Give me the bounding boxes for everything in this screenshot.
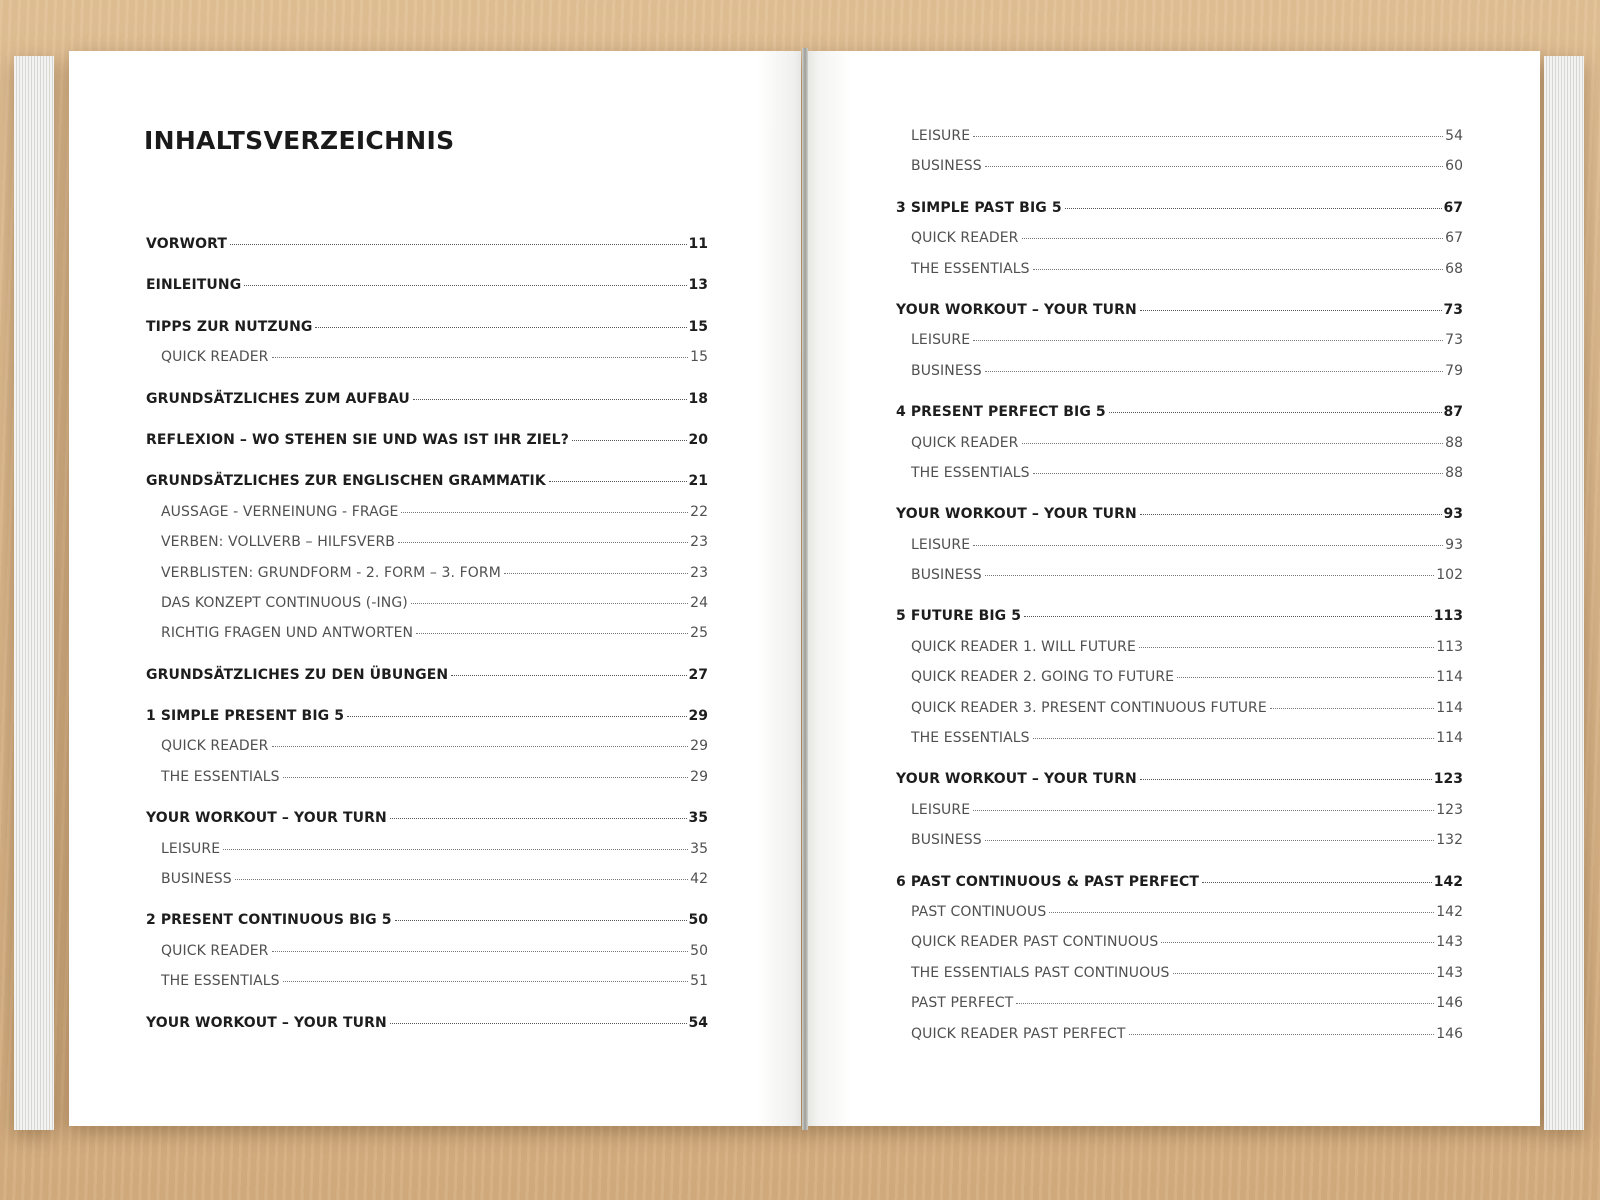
dot-leader — [1049, 912, 1434, 913]
dot-leader — [390, 1023, 687, 1024]
toc-entry-title: THE ESSENTIALS — [911, 464, 1030, 481]
toc-page-number: 35 — [688, 810, 708, 827]
toc-entry-title: VERBLISTEN: GRUNDFORM - 2. FORM – 3. FORM — [161, 564, 501, 581]
toc-subentry — [146, 871, 708, 901]
book-gutter — [802, 48, 808, 1130]
dot-leader — [401, 512, 688, 513]
dot-leader — [985, 371, 1443, 372]
toc-entry-title: LEISURE — [911, 801, 971, 818]
toc-chapter-entry — [146, 667, 708, 697]
dot-leader — [1140, 514, 1442, 515]
dot-leader — [272, 746, 689, 747]
toc-entry-title: THE ESSENTIALS — [911, 730, 1030, 747]
dot-leader — [973, 340, 1443, 341]
page-stack-right — [1544, 56, 1584, 1130]
dot-leader — [1140, 779, 1432, 780]
dot-leader — [347, 716, 686, 717]
toc-entry-title: YOUR WORKOUT – YOUR TURN — [896, 301, 1137, 318]
dot-leader — [451, 675, 686, 676]
toc-page-number: 15 — [688, 318, 708, 335]
toc-page-number: 88 — [1445, 464, 1463, 481]
toc-page-number: 93 — [1443, 506, 1463, 523]
toc-subentry — [146, 973, 708, 1003]
toc-entry-title: 3 SIMPLE PAST BIG 5 — [896, 199, 1062, 216]
toc-entry-title: RICHTIG FRAGEN UND ANTWORTEN — [161, 625, 414, 642]
toc-entry-title: 1 SIMPLE PRESENT BIG 5 — [146, 708, 345, 725]
dot-leader — [549, 481, 687, 482]
dot-leader — [1033, 473, 1444, 474]
toc-subentry — [146, 625, 708, 655]
dot-leader — [395, 920, 687, 921]
dot-leader — [390, 818, 687, 819]
toc-page-number: 50 — [690, 942, 708, 959]
dot-leader — [1270, 708, 1434, 709]
toc-chapter-entry — [896, 608, 1463, 638]
toc-entry-title: QUICK READER 1. WILL FUTURE — [911, 638, 1136, 655]
toc-chapter-entry — [146, 473, 708, 503]
toc-chapter-entry — [896, 200, 1463, 230]
toc-chapter-entry — [146, 912, 708, 942]
toc-entry-title: QUICK READER — [161, 942, 269, 959]
toc-page-number: 18 — [688, 390, 708, 407]
toc-page-number: 25 — [690, 625, 708, 642]
dot-leader — [1177, 677, 1434, 678]
toc-page-number: 29 — [688, 708, 708, 725]
toc-entry-title: BUSINESS — [911, 567, 982, 584]
toc-subentry — [896, 802, 1463, 832]
dot-leader — [572, 440, 687, 441]
dot-leader — [1065, 208, 1442, 209]
toc-subentry — [896, 158, 1463, 188]
toc-subentry — [146, 595, 708, 625]
toc-subentry — [896, 465, 1463, 495]
dot-leader — [272, 951, 689, 952]
toc-page-number: 23 — [690, 564, 708, 581]
toc-subentry — [896, 639, 1463, 669]
dot-leader — [1016, 1003, 1434, 1004]
toc-page-number: 146 — [1436, 1025, 1463, 1042]
toc-page-number: 123 — [1436, 801, 1463, 818]
toc-entry-title: GRUNDSÄTZLICHES ZUR ENGLISCHEN GRAMMATIK — [146, 473, 546, 490]
toc-page-number: 146 — [1436, 995, 1463, 1012]
dot-leader — [411, 603, 688, 604]
toc-entry-title: QUICK READER — [161, 738, 269, 755]
dot-leader — [985, 840, 1435, 841]
toc-page-number: 15 — [690, 349, 708, 366]
dot-leader — [1129, 1034, 1435, 1035]
dot-leader — [1109, 412, 1442, 413]
toc-entry-title: VERBEN: VOLLVERB – HILFSVERB — [161, 534, 396, 551]
dot-leader — [315, 327, 686, 328]
dot-leader — [272, 357, 689, 358]
dot-leader — [1022, 443, 1444, 444]
toc-subentry — [146, 769, 708, 799]
toc-chapter-entry — [146, 391, 708, 421]
toc-page-number: 50 — [688, 912, 708, 929]
toc-subentry — [146, 738, 708, 768]
toc-page-number: 143 — [1436, 964, 1463, 981]
toc-entry-title: 4 PRESENT PERFECT BIG 5 — [896, 404, 1106, 421]
toc-entry-title: GRUNDSÄTZLICHES ZU DEN ÜBUNGEN — [146, 666, 449, 683]
dot-leader — [973, 136, 1443, 137]
dot-leader — [1033, 269, 1444, 270]
toc-page-number: 54 — [688, 1014, 708, 1031]
dot-leader — [985, 166, 1443, 167]
toc-page-number: 113 — [1433, 608, 1463, 625]
toc-subentry — [896, 128, 1463, 158]
toc-page-number: 54 — [1445, 128, 1463, 144]
toc-chapter-entry — [146, 1015, 708, 1045]
toc-entry-title: AUSSAGE - VERNEINUNG - FRAGE — [161, 503, 399, 520]
toc-right-column — [896, 128, 1463, 1056]
toc-entry-title: DAS KONZEPT CONTINUOUS (-ING) — [161, 594, 408, 611]
toc-entry-title: BUSINESS — [161, 871, 232, 888]
toc-page-number: 102 — [1436, 567, 1463, 584]
toc-page-number: 35 — [690, 840, 708, 857]
toc-subentry — [896, 567, 1463, 597]
toc-entry-title: YOUR WORKOUT – YOUR TURN — [896, 506, 1137, 523]
dot-leader — [504, 573, 688, 574]
dot-leader — [283, 981, 689, 982]
toc-subentry — [146, 534, 708, 564]
toc-entry-title: QUICK READER 2. GOING TO FUTURE — [911, 669, 1175, 686]
toc-subentry — [896, 332, 1463, 362]
toc-subentry — [896, 537, 1463, 567]
toc-page-number: 88 — [1445, 434, 1463, 451]
dot-leader — [223, 849, 688, 850]
toc-subentry — [146, 349, 708, 379]
toc-entry-title: QUICK READER — [911, 434, 1019, 451]
toc-chapter-entry — [146, 432, 708, 462]
toc-page-number: 73 — [1445, 332, 1463, 349]
toc-page-number: 132 — [1436, 832, 1463, 849]
toc-page-number: 29 — [690, 768, 708, 785]
toc-chapter-entry — [146, 708, 708, 738]
toc-subentry — [146, 504, 708, 534]
toc-entry-title: YOUR WORKOUT – YOUR TURN — [896, 771, 1137, 788]
toc-chapter-entry — [146, 277, 708, 307]
dot-leader — [1161, 942, 1434, 943]
toc-page-number: 142 — [1436, 903, 1463, 920]
toc-page-number: 123 — [1433, 771, 1463, 788]
dot-leader — [398, 542, 688, 543]
toc-entry-title: BUSINESS — [911, 158, 982, 175]
toc-subentry — [896, 730, 1463, 760]
toc-subentry — [896, 832, 1463, 862]
toc-entry-title: PAST CONTINUOUS — [911, 903, 1047, 920]
toc-entry-title: YOUR WORKOUT – YOUR TURN — [146, 1014, 387, 1031]
dot-leader — [235, 879, 688, 880]
toc-entry-title: TIPPS ZUR NUTZUNG — [146, 318, 313, 335]
toc-chapter-entry — [146, 810, 708, 840]
toc-subentry — [146, 943, 708, 973]
dot-leader — [1022, 238, 1444, 239]
toc-page-number: 87 — [1443, 404, 1463, 421]
toc-entry-title: BUSINESS — [911, 362, 982, 379]
toc-entry-title: BUSINESS — [911, 832, 982, 849]
toc-chapter-entry — [146, 236, 708, 266]
dot-leader — [1173, 973, 1435, 974]
toc-page-number: 93 — [1445, 536, 1463, 553]
toc-page-number: 11 — [688, 236, 708, 252]
toc-subentry — [896, 934, 1463, 964]
toc-entry-title: LEISURE — [911, 536, 971, 553]
dot-leader — [244, 285, 686, 286]
toc-entry-title: QUICK READER PAST PERFECT — [911, 1025, 1126, 1042]
toc-entry-title: THE ESSENTIALS — [161, 768, 280, 785]
toc-entry-title: LEISURE — [911, 332, 971, 349]
toc-page-number: 13 — [688, 277, 708, 294]
toc-entry-title: QUICK READER PAST CONTINUOUS — [911, 934, 1159, 951]
toc-entry-title: LEISURE — [161, 840, 221, 857]
toc-page-number: 24 — [690, 594, 708, 611]
toc-entry-title: THE ESSENTIALS — [161, 973, 280, 990]
toc-page-number: 22 — [690, 503, 708, 520]
toc-page-number: 20 — [688, 431, 708, 448]
toc-page-number: 42 — [690, 871, 708, 888]
toc-subentry — [896, 965, 1463, 995]
toc-subentry — [896, 1026, 1463, 1056]
toc-page-number: 60 — [1445, 158, 1463, 175]
toc-chapter-entry — [146, 319, 708, 349]
toc-chapter-entry — [896, 506, 1463, 536]
toc-entry-title: GRUNDSÄTZLICHES ZUM AUFBAU — [146, 390, 410, 407]
toc-subentry — [146, 565, 708, 595]
toc-page-number: 67 — [1443, 199, 1463, 216]
toc-entry-title: QUICK READER 3. PRESENT CONTINUOUS FUTURE — [911, 699, 1267, 716]
dot-leader — [1139, 647, 1434, 648]
toc-page-number: 114 — [1436, 669, 1463, 686]
toc-entry-title: VORWORT — [146, 236, 228, 252]
dot-leader — [1033, 738, 1435, 739]
dot-leader — [1024, 616, 1432, 617]
toc-entry-title: THE ESSENTIALS PAST CONTINUOUS — [911, 964, 1170, 981]
dot-leader — [973, 810, 1434, 811]
toc-page-number: 27 — [688, 666, 708, 683]
toc-subentry — [896, 261, 1463, 291]
toc-page-number: 114 — [1436, 730, 1463, 747]
toc-page-number: 73 — [1443, 301, 1463, 318]
dot-leader — [283, 777, 689, 778]
toc-page-number: 29 — [690, 738, 708, 755]
toc-page-number: 114 — [1436, 699, 1463, 716]
dot-leader — [230, 244, 687, 245]
toc-page-number: 51 — [690, 973, 708, 990]
toc-entry-title: EINLEITUNG — [146, 277, 242, 294]
toc-page-number: 68 — [1445, 260, 1463, 277]
toc-entry-title: 5 FUTURE BIG 5 — [896, 608, 1022, 625]
toc-page-number: 79 — [1445, 362, 1463, 379]
toc-entry-title: REFLEXION – WO STEHEN SIE UND WAS IST IHR ZIEL? — [146, 431, 569, 448]
toc-entry-title: 2 PRESENT CONTINUOUS BIG 5 — [146, 912, 392, 929]
toc-subentry — [896, 435, 1463, 465]
toc-entry-title: QUICK READER — [911, 230, 1019, 247]
page-title: INHALTSVERZEICHNIS — [144, 126, 455, 155]
toc-subentry — [896, 700, 1463, 730]
dot-leader — [1140, 310, 1442, 311]
toc-subentry — [896, 669, 1463, 699]
toc-subentry — [146, 841, 708, 871]
dot-leader — [416, 633, 688, 634]
toc-chapter-entry — [896, 874, 1463, 904]
toc-entry-title: QUICK READER — [161, 349, 269, 366]
toc-page-number: 142 — [1433, 873, 1463, 890]
toc-left-column — [146, 236, 708, 1045]
dot-leader — [413, 399, 687, 400]
toc-entry-title: 6 PAST CONTINUOUS & PAST PERFECT — [896, 873, 1200, 890]
dot-leader — [985, 575, 1435, 576]
dot-leader — [973, 545, 1443, 546]
toc-entry-title: LEISURE — [911, 128, 971, 144]
toc-page-number: 67 — [1445, 230, 1463, 247]
toc-entry-title: YOUR WORKOUT – YOUR TURN — [146, 810, 387, 827]
toc-page-number: 143 — [1436, 934, 1463, 951]
toc-page-number: 23 — [690, 534, 708, 551]
toc-subentry — [896, 230, 1463, 260]
toc-subentry — [896, 904, 1463, 934]
toc-chapter-entry — [896, 302, 1463, 332]
toc-page-number: 113 — [1436, 638, 1463, 655]
toc-entry-title: PAST PERFECT — [911, 995, 1014, 1012]
toc-chapter-entry — [896, 771, 1463, 801]
page-stack-left — [14, 56, 54, 1130]
dot-leader — [1202, 882, 1432, 883]
toc-subentry — [896, 995, 1463, 1025]
toc-chapter-entry — [896, 404, 1463, 434]
toc-entry-title: THE ESSENTIALS — [911, 260, 1030, 277]
toc-subentry — [896, 363, 1463, 393]
toc-page-number: 21 — [688, 473, 708, 490]
